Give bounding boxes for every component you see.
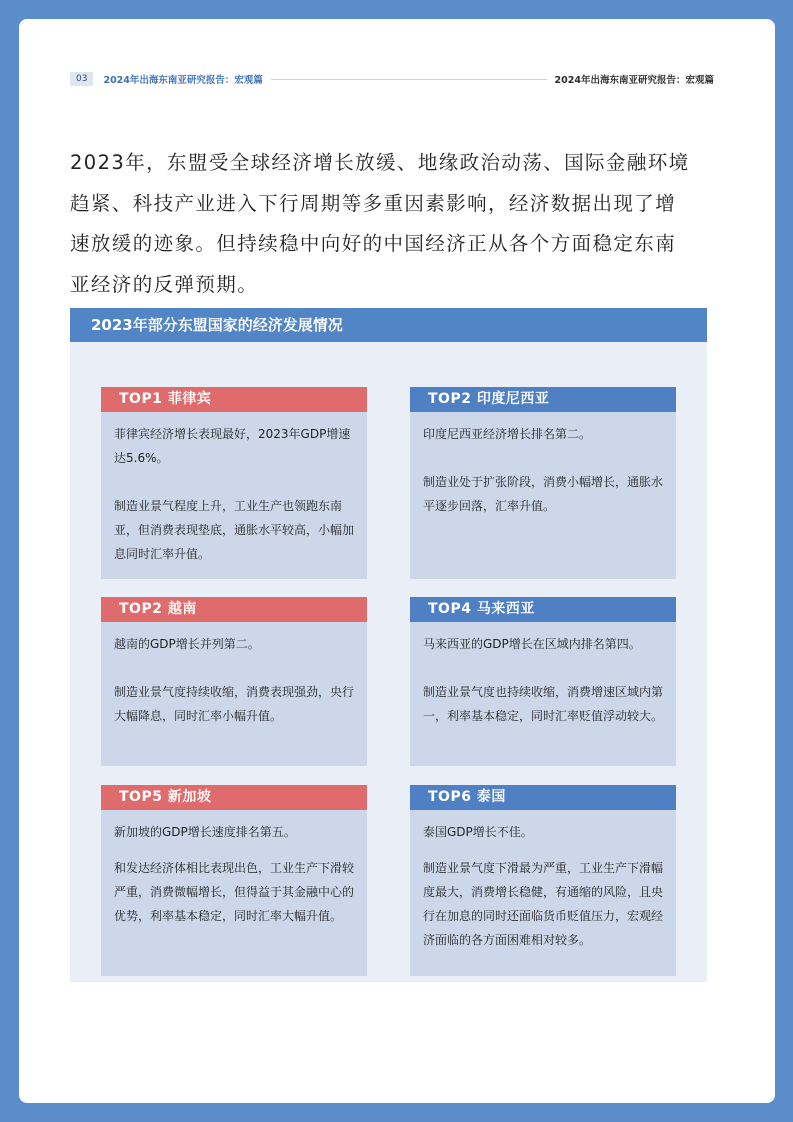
header-report-title-right: 2024年出海东南亚研究报告：宏观篇 (554, 75, 714, 86)
country-card-thailand (410, 785, 676, 976)
country-card-indonesia (410, 387, 676, 579)
card-summary: 新加坡的GDP增长速度排名第五。 (114, 825, 296, 839)
card-detail: 制造业景气度下滑最为严重，工业生产下滑幅度最大，消费增长稳健，有通缩的风险，且央行在加息的同时还面临货币贬值压力，宏观经济面临的各方面困难相对较多。 (423, 861, 664, 947)
country-card-singapore (101, 785, 367, 976)
card-detail: 制造业景气程度上升，工业生产也领跑东南亚，但消费表现垫底，通胀水平较高，小幅加息同时汇率升值。 (114, 499, 355, 561)
card-body (410, 810, 676, 960)
intro-paragraph (70, 143, 710, 305)
card-body (101, 810, 367, 936)
asean-economy-section (70, 308, 707, 982)
card-summary: 泰国GDP增长不佳。 (423, 825, 533, 839)
intro-line: 趋紧、科技产业进入下行周期等多重因素影响，经济数据出现了增 (70, 191, 677, 215)
card-summary: 印度尼西亚经济增长排名第二。 (423, 427, 592, 441)
page-header (70, 72, 714, 86)
card-body (101, 412, 367, 574)
card-body (101, 622, 367, 736)
header-divider (271, 79, 547, 80)
card-summary: 越南的GDP增长并列第二。 (114, 637, 260, 651)
page-number: 03 (70, 72, 93, 86)
card-title: TOP6 泰国 (410, 785, 676, 810)
header-report-title: 2024年出海东南亚研究报告：宏观篇 (103, 75, 263, 86)
card-summary: 菲律宾经济增长表现最好，2023年GDP增速达5.6%。 (114, 427, 351, 465)
section-title: 2023年部分东盟国家的经济发展情况 (70, 308, 707, 342)
intro-line: 2023年，东盟受全球经济增长放缓、地缘政治动荡、国际金融环境 (70, 151, 690, 174)
card-detail: 制造业处于扩张阶段，消费小幅增长，通胀水平逐步回落，汇率升值。 (423, 475, 664, 513)
card-body (410, 412, 676, 526)
card-title: TOP5 新加坡 (101, 785, 367, 810)
card-title: TOP1 菲律宾 (101, 387, 367, 412)
intro-line: 速放缓的迹象。但持续稳中向好的中国经济正从各个方面稳定东南 (70, 232, 677, 255)
country-card-malaysia (410, 597, 676, 766)
card-body (410, 622, 676, 736)
country-card-vietnam (101, 597, 367, 766)
card-detail: 制造业景气度也持续收缩，消费增速区域内第一，利率基本稳定，同时汇率贬值浮动较大。 (423, 685, 664, 723)
card-summary: 马来西亚的GDP增长在区域内排名第四。 (423, 637, 641, 651)
card-title: TOP2 越南 (101, 597, 367, 622)
card-detail: 和发达经济体相比表现出色，工业生产下滑较严重，消费微幅增长，但得益于其金融中心的优势，利率基本稳定，同时汇率大幅升值。 (114, 861, 355, 923)
card-title: TOP2 印度尼西亚 (410, 387, 676, 412)
card-title: TOP4 马来西亚 (410, 597, 676, 622)
country-card-philippines (101, 387, 367, 579)
intro-line: 亚经济的反弹预期。 (70, 272, 259, 296)
card-detail: 制造业景气度持续收缩，消费表现强劲，央行大幅降息，同时汇率小幅升值。 (114, 685, 355, 723)
page-sheet (19, 19, 775, 1103)
